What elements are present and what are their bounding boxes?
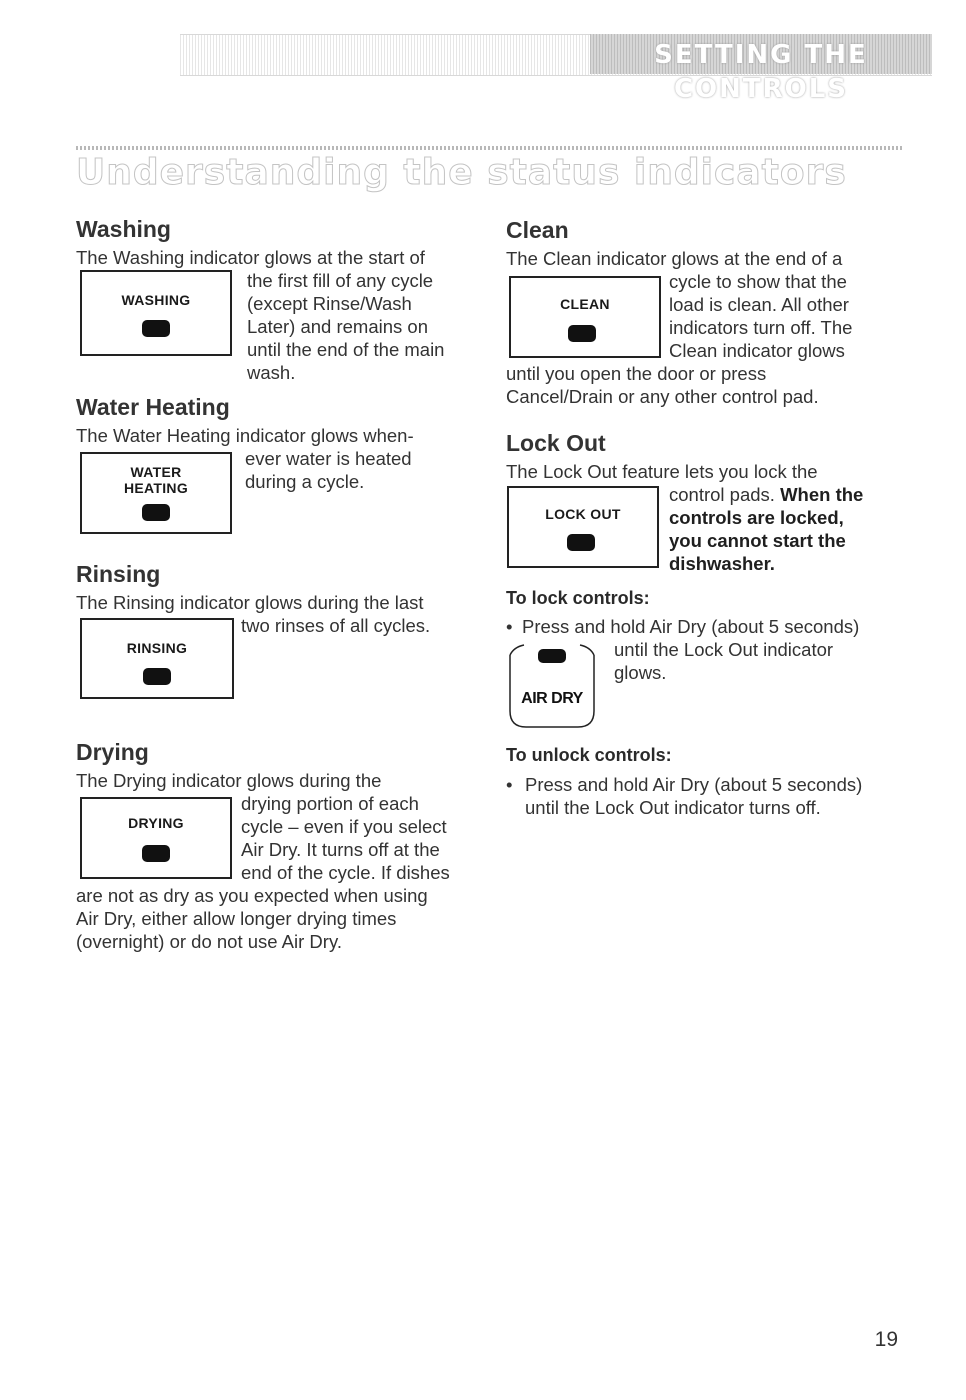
rinsing-panel-label: RINSING (126, 640, 188, 656)
drying-text-line: cycle – even if you select (241, 816, 447, 837)
lock-out-warning: dishwasher. (669, 553, 775, 574)
drying-text-line: (overnight) or do not use Air Dry. (76, 931, 342, 952)
water-heating-panel-label: HEATING (123, 480, 189, 496)
water-heating-indicator-panel (80, 452, 232, 534)
lock-out-heading: Lock Out (506, 430, 606, 456)
drying-heading: Drying (76, 739, 149, 765)
washing-text-line: wash. (247, 362, 296, 383)
clean-text-line: cycle to show that the (669, 271, 847, 292)
water-heating-text-line: during a cycle. (245, 471, 365, 492)
washing-text-line: Later) and remains on (247, 316, 428, 337)
drying-text-line: The Drying indicator glows during the (76, 770, 382, 791)
page-number: 19 (874, 1328, 898, 1351)
washing-text-line: until the end of the main (247, 339, 445, 360)
clean-text-line: The Clean indicator glows at the end of a (506, 248, 843, 269)
rinsing-text-line: The Rinsing indicator glows during the last (76, 592, 424, 613)
lock-controls-heading: To lock controls: (506, 588, 650, 608)
washing-text-line: The Washing indicator glows at the start of (76, 247, 425, 268)
clean-text-line: indicators turn off. The (669, 317, 853, 338)
lock-out-indicator-light (567, 534, 595, 551)
lock-instruction-line: glows. (614, 662, 667, 683)
drying-panel-label: DRYING (128, 815, 184, 831)
clean-text-line: load is clean. All other (669, 294, 849, 315)
washing-panel-label: WASHING (121, 292, 191, 308)
water-heating-panel-label: WATER (130, 464, 182, 480)
clean-indicator-panel (509, 276, 661, 358)
drying-indicator-light (142, 845, 170, 862)
water-heating-heading: Water Heating (76, 394, 230, 420)
clean-indicator-light (568, 325, 596, 342)
lock-instruction-line: until the Lock Out indicator (614, 639, 834, 660)
washing-text-line: the first fill of any cycle (247, 270, 434, 291)
lock-out-warning: controls are locked, (669, 507, 844, 528)
drying-text-line: end of the cycle. If dishes (241, 862, 450, 883)
washing-indicator-panel (80, 270, 232, 356)
water-heating-indicator-light (142, 504, 170, 521)
page-title: Understanding the status indicators (76, 152, 847, 193)
lock-out-text: control pads. (669, 484, 775, 505)
unlock-instruction-line: Press and hold Air Dry (about 5 seconds) (525, 774, 863, 795)
washing-text-line: (except Rinse/Wash (247, 293, 412, 314)
lock-instruction-line: Press and hold Air Dry (about 5 seconds) (522, 616, 860, 637)
water-heating-text-line: The Water Heating indicator glows when- (76, 425, 414, 446)
drying-text-line: are not as dry as you expected when using (76, 885, 428, 906)
lock-out-warning: When the (780, 484, 864, 505)
lock-out-warning: you cannot start the (669, 530, 846, 551)
clean-text-line: Clean indicator glows (669, 340, 845, 361)
clean-text-line: until you open the door or press (506, 363, 767, 384)
drying-text-line: Air Dry. It turns off at the (241, 839, 440, 860)
drying-indicator-panel (80, 797, 232, 879)
lock-out-indicator-panel (507, 486, 659, 568)
washing-indicator-light (142, 320, 170, 337)
lock-out-intro: The Lock Out feature lets you lock the (506, 461, 818, 482)
drying-text-line: Air Dry, either allow longer drying times (76, 908, 397, 929)
rinsing-indicator-light (143, 668, 171, 685)
air-dry-label: AIR DRY (521, 690, 583, 707)
rinsing-heading: Rinsing (76, 561, 161, 587)
clean-heading: Clean (506, 217, 569, 243)
bullet: • (506, 616, 513, 637)
lock-out-panel-label: LOCK OUT (545, 506, 621, 522)
air-dry-indicator-light (538, 649, 566, 663)
rinsing-text-line: two rinses of all cycles. (241, 615, 431, 636)
rinsing-indicator-panel (80, 618, 234, 699)
section-title: SETTING THE CONTROLS (654, 40, 868, 104)
water-heating-text-line: ever water is heated (245, 448, 412, 469)
air-dry-button[interactable] (508, 643, 596, 729)
washing-heading: Washing (76, 216, 171, 242)
lock-out-text-line (669, 483, 863, 506)
drying-text-line: drying portion of each (241, 793, 419, 814)
bullet: • (506, 774, 513, 795)
title-rule (76, 146, 902, 150)
unlock-controls-heading: To unlock controls: (506, 745, 672, 765)
clean-text-line: Cancel/Drain or any other control pad. (506, 386, 819, 407)
clean-panel-label: CLEAN (560, 296, 610, 312)
unlock-instruction-line: until the Lock Out indicator turns off. (525, 797, 821, 818)
